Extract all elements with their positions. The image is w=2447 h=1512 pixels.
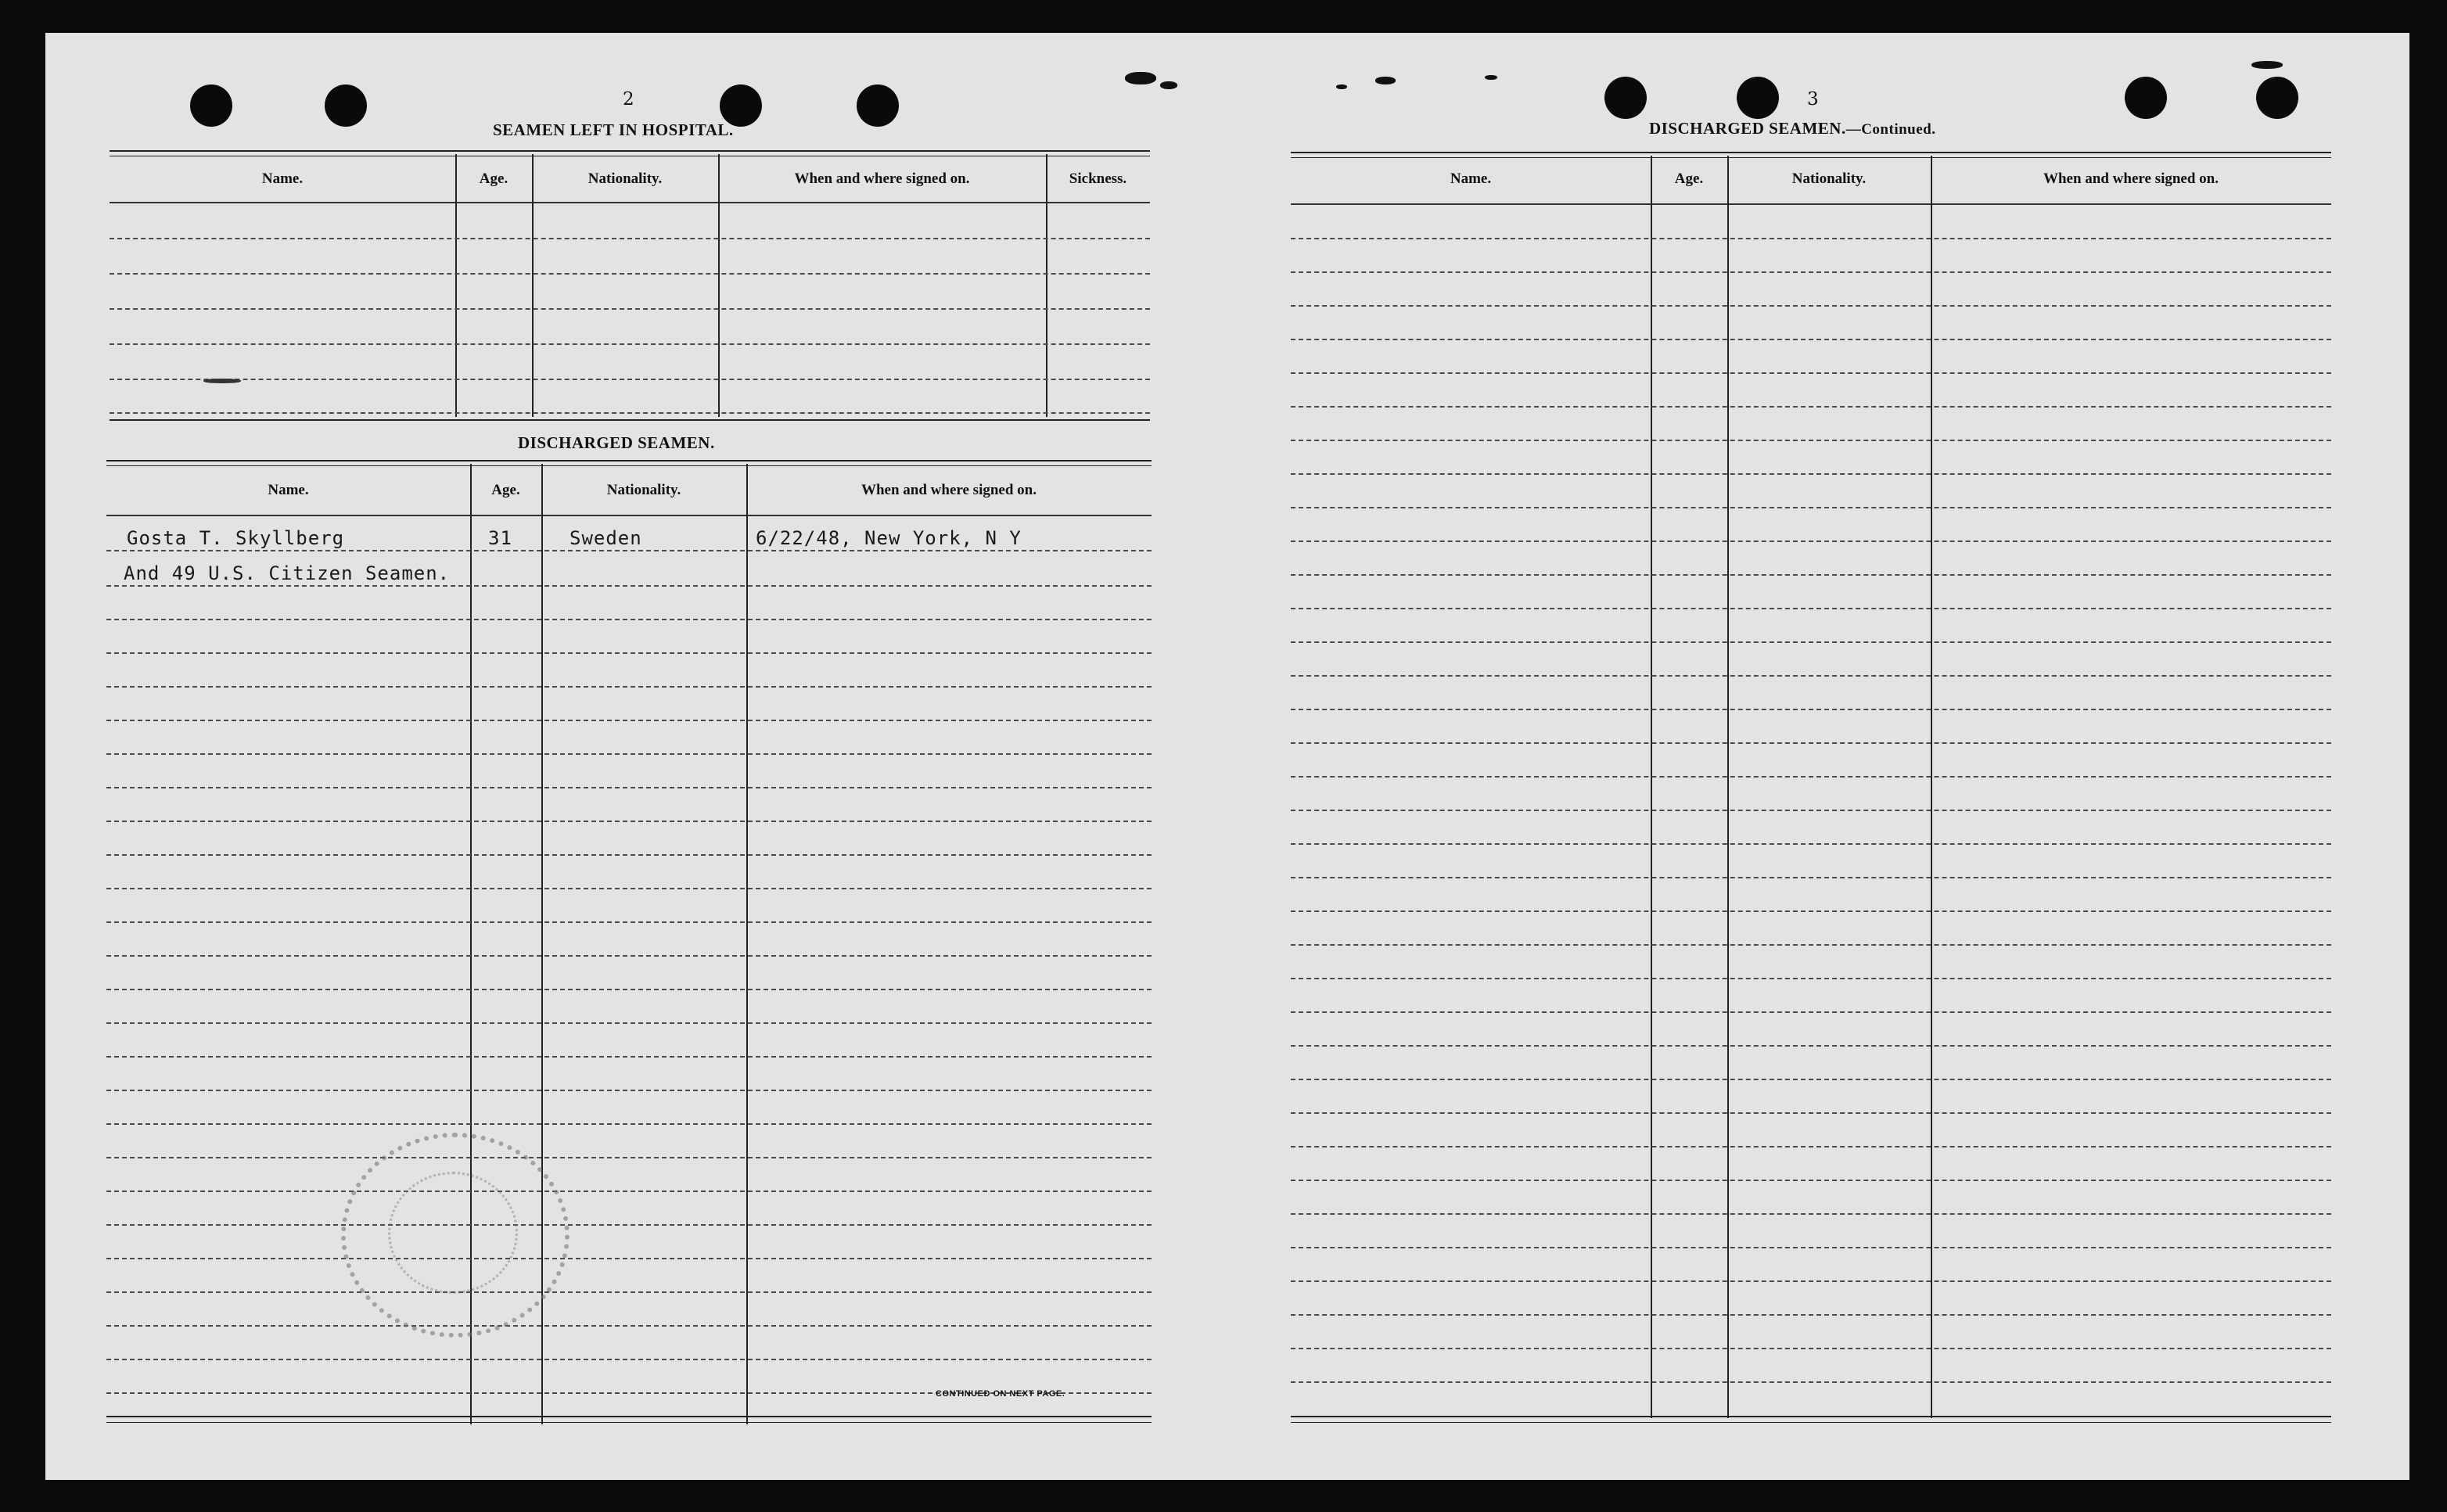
continued-note: CONTINUED ON NEXT PAGE. — [936, 1389, 1065, 1399]
punch-hole — [1737, 77, 1779, 119]
entry-nationality: Sweden — [570, 527, 642, 549]
ink-speck — [1160, 81, 1177, 89]
entry-name: Gosta T. Skyllberg — [127, 527, 345, 549]
punch-hole — [325, 84, 367, 127]
punch-hole — [2125, 77, 2167, 119]
page-number-left: 2 — [623, 89, 634, 110]
hospital-table — [110, 150, 1150, 463]
discharged-section-title: DISCHARGED SEAMEN. — [518, 433, 715, 452]
hospital-col-signed-on: When and where signed on. — [794, 171, 970, 187]
entry-signed-on: 6/22/48, New York, N Y — [756, 527, 1022, 549]
page-number-right: 3 — [1807, 89, 1819, 110]
ink-smudge — [203, 379, 241, 383]
discharged-col-signed-on: When and where signed on. — [861, 482, 1037, 498]
continued-col-signed-on: When and where signed on. — [2043, 171, 2219, 187]
hospital-col-age: Age. — [479, 171, 508, 187]
hospital-col-sickness: Sickness. — [1069, 171, 1127, 187]
discharged-col-nationality: Nationality. — [606, 482, 681, 498]
discharged-table-right — [1291, 152, 2331, 1427]
discharged-col-age: Age. — [491, 482, 520, 498]
discharged-continued-title-suffix: —Continued. — [1845, 121, 1936, 138]
ink-speck — [2251, 61, 2283, 69]
ink-speck — [1485, 75, 1497, 80]
ink-speck — [1125, 72, 1156, 84]
discharged-col-name: Name. — [268, 482, 309, 498]
discharged-continued-title — [1649, 119, 1935, 138]
hospital-col-name: Name. — [261, 171, 304, 187]
ink-speck — [1336, 84, 1347, 89]
entry-age: 31 — [488, 527, 512, 549]
hospital-section-title: SEAMEN LEFT IN HOSPITAL. — [493, 120, 734, 139]
discharged-table-left — [106, 460, 1152, 1426]
ink-speck — [1375, 77, 1396, 84]
punch-hole — [2256, 77, 2298, 119]
punch-hole — [1604, 77, 1647, 119]
hospital-col-nationality: Nationality. — [587, 171, 663, 187]
document-sheet — [45, 33, 2409, 1480]
faded-stamp-inner — [388, 1172, 518, 1294]
entry-name: And 49 U.S. Citizen Seamen. — [124, 562, 451, 584]
discharged-continued-title-main: DISCHARGED SEAMEN. — [1649, 119, 1846, 138]
continued-col-name: Name. — [1450, 171, 1492, 187]
punch-hole — [857, 84, 899, 127]
punch-hole — [190, 84, 232, 127]
continued-col-nationality: Nationality. — [1791, 171, 1867, 187]
continued-col-age: Age. — [1674, 171, 1704, 187]
